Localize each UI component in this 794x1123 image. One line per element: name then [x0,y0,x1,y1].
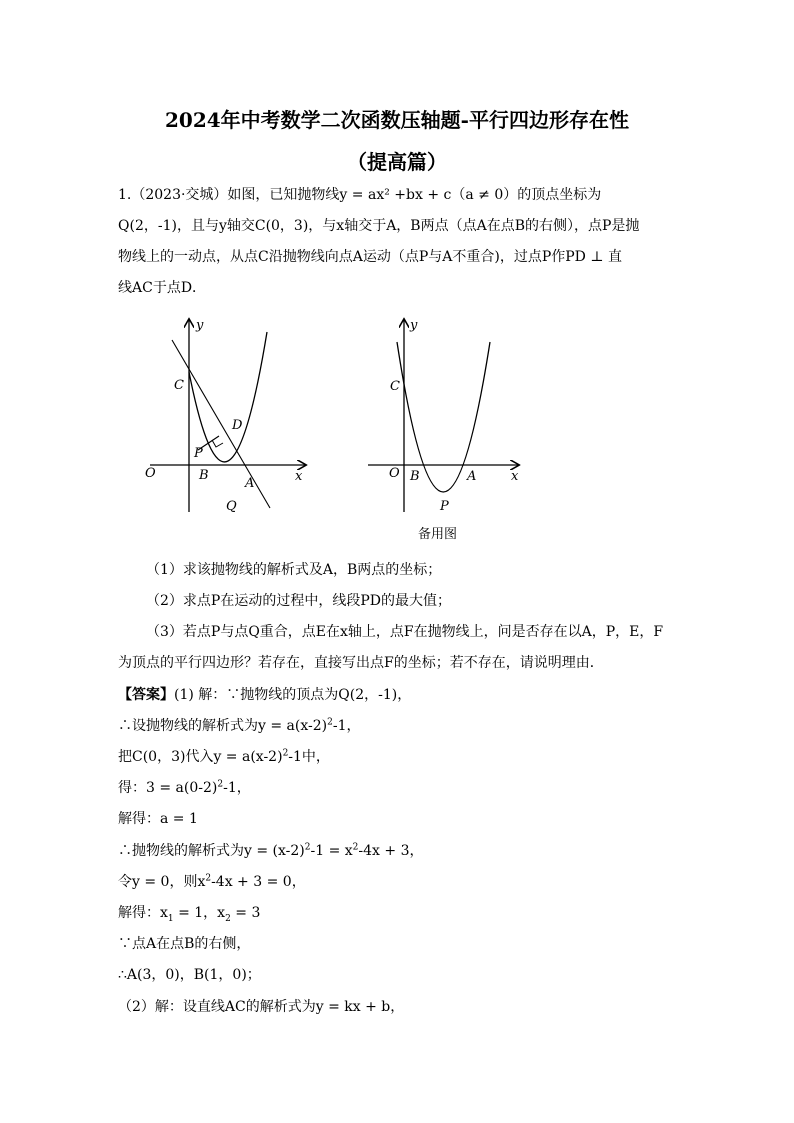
label-a-2: A [467,469,477,484]
figure-caption: 备用图 [418,527,458,542]
answer-line-6: ∴抛物线的解析式为$y = (x-2)^2-1 = x^2-4x + 3$， [118,842,424,859]
label-o: O [145,466,156,481]
label-q: Q [226,499,237,514]
line-ac [172,340,270,508]
problem-line-4: 线AC于点D． [118,280,207,296]
label-b: B [199,468,209,483]
label-d: D [232,418,243,433]
question-2: （2）求点P在运动的过程中，线段PD的最大值； [146,593,451,609]
answer-tag: 【答案】 [118,687,174,703]
parabola [189,332,267,462]
answer-line-5: 解得：a = 1 [118,811,198,827]
label-y: y [196,318,204,333]
question-1: （1）求该抛物线的解析式及A，B两点的坐标； [146,562,442,578]
answer-line-7: 令y = 0，则$x^2-4x + 3 = 0$， [118,873,306,890]
answer-line-2: ∴设抛物线的解析式为$y = a(x-2)^2-1$， [118,717,361,734]
label-y-2: y [410,318,418,333]
label-b-2: B [410,469,420,484]
label-o-2: O [389,466,400,481]
label-a: A [245,476,255,491]
problem-line-2: Q(2，-1)，且与y轴交C(0，3)，与x轴交于A，B两点（点A在点B的右侧），点P是抛 [118,218,640,234]
answer-line-10: ∴A(3，0)，B(1，0)； [118,967,261,983]
page-subtitle: （提高篇） [347,150,447,174]
problem-line-3: 物线上的一动点，从点C沿抛物线向点A运动（点P与A不重合)，过点P作PD ⊥ 直 [118,249,622,265]
figure-spare [362,312,532,522]
figure-main [140,312,320,522]
answer-line-11: （2）解：设直线AC的解析式为y = kx + b， [118,999,405,1015]
question-3b: 为顶点的平行四边形？若存在，直接写出点F的坐标；若不存在，请说明理由． [118,655,604,671]
problem-line-1: 1.（2023·交城）如图，已知抛物线y = ax² +bx + c（a ≠ 0）的顶点坐标为 [118,187,602,203]
label-p: P [194,446,203,461]
question-3a: （3）若点P与点Q重合，点E在x轴上，点F在抛物线上，问是否存在以A，P，E，F [146,624,664,640]
label-x-2: x [511,469,519,484]
answer-line-8: 解得：$x_1 = 1$，$x_2 = 3$ [118,905,261,924]
label-c: C [174,378,184,393]
label-c-2: C [390,379,400,394]
label-p-2: P [440,499,449,514]
answer-line-3: 把C(0，3)代入$y = a(x-2)^2-1$中， [118,748,330,765]
page-title: 2024年中考数学二次函数压轴题-平行四边形存在性 [165,108,629,132]
label-x: x [295,469,303,484]
answer-line-4: 得：$3 = a(0-2)^2-1$， [118,779,251,796]
answer-line-9: ∵点A在点B的右侧， [118,936,251,952]
answer-line-1: 【答案】(1) 解：∵抛物线的顶点为Q(2，-1)， [118,687,412,703]
